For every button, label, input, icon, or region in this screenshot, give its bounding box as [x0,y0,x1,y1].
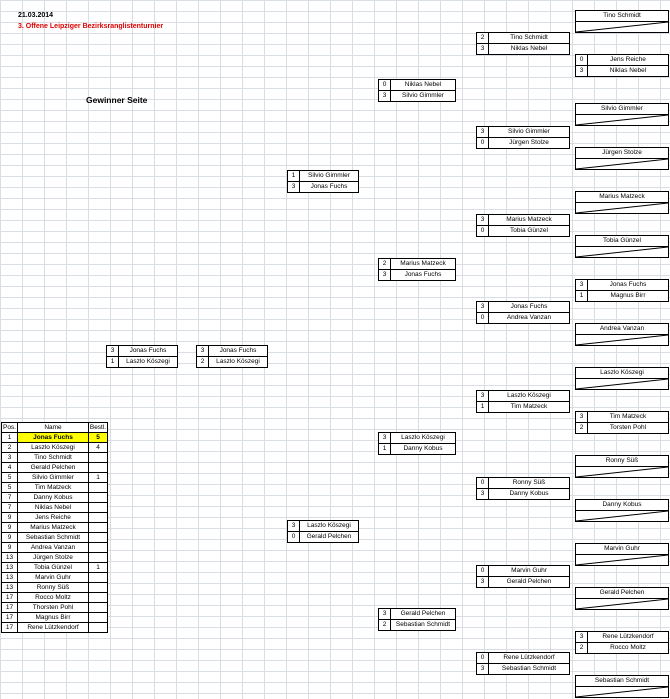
score-cell: 3 [576,632,588,642]
rank-cell: 13 [2,563,18,573]
name-cell: Tobia Günzel [18,563,89,573]
score-cell: 0 [477,138,489,148]
player-row [477,401,569,412]
score-cell: 3 [288,182,300,192]
score-cell: 0 [477,313,489,323]
rank-cell: 5 [2,483,18,493]
match-box [476,390,570,413]
best-cell [89,623,108,633]
player-row [477,312,569,323]
player-name: Gerald Pelchen [506,578,552,585]
score-cell: 1 [576,291,588,301]
player-name: Silvio Gimmler [601,105,643,112]
best-cell: 5 [89,433,108,443]
score-cell: 2 [379,259,391,269]
player-name: Jonas Fuchs [510,303,548,310]
standings-row [2,523,108,533]
bye-empty-row [576,686,668,697]
score-cell: 3 [477,215,489,225]
player-name: Jonas Fuchs [129,347,167,354]
name-cell: Niklas Nebel [18,503,89,513]
bye-box [575,587,669,610]
bye-box [575,10,669,33]
name-cell: Jürgen Stolze [18,553,89,563]
player-name: Silvio Gimmler [402,92,444,99]
score-cell: 3 [197,346,209,356]
score-cell: 1 [107,357,119,367]
header-name: Name [18,423,89,433]
player-row [477,225,569,236]
rank-cell: 17 [2,593,18,603]
player-name: Laszlo Köszegi [216,358,260,365]
player-row [379,443,455,454]
standings-row [2,453,108,463]
score-cell: 1 [379,444,391,454]
diagonal-strike [576,379,668,389]
bye-box [575,499,669,522]
best-cell: 4 [89,443,108,453]
name-cell: Silvio Gimmler [18,473,89,483]
standings-row [2,613,108,623]
match-box [575,631,669,654]
player-row [379,80,455,90]
player-row [107,346,177,356]
best-cell: 1 [89,563,108,573]
bye-empty-row [576,114,668,125]
best-cell [89,603,108,613]
standings-row [2,543,108,553]
player-name: Tim Matzeck [609,413,647,420]
score-cell: 3 [288,521,300,531]
player-name: Jonas Fuchs [219,347,257,354]
player-name: Gerald Pelchen [306,533,352,540]
standings-row [2,473,108,483]
player-name: Tobia Günzel [603,237,641,244]
player-name: Andrea Vanzan [506,314,552,321]
name-cell: Ronny Süß [18,583,89,593]
player-row [576,290,668,301]
score-cell: 3 [379,270,391,280]
standings-row [2,553,108,563]
player-name: Jonas Fuchs [609,281,647,288]
score-cell: 3 [379,609,391,619]
diagonal-strike [576,555,668,565]
bye-empty-row [576,158,668,169]
rank-cell: 7 [2,493,18,503]
final-match-box [106,345,178,368]
best-cell [89,453,108,463]
diagonal-strike [576,159,668,169]
standings-row [2,463,108,473]
match-box [378,258,456,281]
name-cell: Rocco Moltz [18,593,89,603]
best-cell [89,503,108,513]
player-name: Ronny Süß [512,479,546,486]
name-cell: Sebastian Schmidt [18,533,89,543]
name-cell: Thorsten Pohl [18,603,89,613]
score-cell: 3 [477,489,489,499]
player-name: Danny Kobus [509,490,549,497]
rank-cell: 2 [2,443,18,453]
standings-row [2,603,108,613]
player-name: Silvio Gimmler [308,172,350,179]
bye-box [575,103,669,126]
score-cell: 3 [477,127,489,137]
score-cell: 3 [477,391,489,401]
player-row [576,412,668,422]
diagonal-strike [576,599,668,609]
match-box [476,652,570,675]
player-name: Tino Schmidt [603,12,641,19]
rank-cell: 17 [2,613,18,623]
bye-empty-row [576,21,668,32]
rank-cell: 9 [2,543,18,553]
match-box [476,126,570,149]
player-row [379,433,455,443]
player-row [477,653,569,663]
player-name: Rene Lützkendorf [602,633,654,640]
standings-row [2,593,108,603]
score-cell: 0 [477,226,489,236]
diagonal-strike [576,335,668,345]
player-name: Sebastian Schmidt [395,621,451,628]
rank-cell: 9 [2,513,18,523]
standings-row [2,483,108,493]
name-cell: Marvin Guhr [18,573,89,583]
standings-table [1,422,108,633]
best-cell [89,583,108,593]
bye-empty-row [576,598,668,609]
bye-box [575,323,669,346]
player-row [197,346,267,356]
name-cell: Laszlo Köszegi [18,443,89,453]
player-name: Laszlo Köszegi [401,434,445,441]
best-cell [89,553,108,563]
player-name: Jürgen Stolze [602,149,642,156]
score-cell: 3 [107,346,119,356]
best-cell [89,613,108,623]
score-cell: 1 [288,171,300,181]
player-row [379,269,455,280]
score-cell: 3 [576,66,588,76]
player-name: Danny Kobus [602,501,642,508]
bye-box [575,455,669,478]
name-cell: Jens Reiche [18,513,89,523]
best-cell [89,573,108,583]
player-name: Marius Matzeck [400,260,446,267]
rank-cell: 13 [2,583,18,593]
match-box [476,214,570,237]
score-cell: 3 [379,433,391,443]
name-cell: Rene Lützkendorf [18,623,89,633]
player-name: Danny Kobus [403,445,443,452]
score-cell: 0 [288,532,300,542]
score-cell: 3 [477,302,489,312]
player-name: Tino Schmidt [510,34,548,41]
rank-cell: 13 [2,553,18,563]
player-name: Jonas Fuchs [310,183,348,190]
match-box [575,411,669,434]
standings-row [2,583,108,593]
bye-empty-row [576,378,668,389]
score-cell: 0 [379,80,391,90]
score-cell: 2 [379,620,391,630]
player-name: Tim Matzeck [510,403,548,410]
player-row [288,181,358,192]
player-row [288,171,358,181]
bye-box [575,191,669,214]
player-row [477,576,569,587]
standings-row [2,563,108,573]
bye-box [575,367,669,390]
standings-row [2,493,108,503]
player-row [477,566,569,576]
match-box [287,520,359,543]
name-cell: Tim Matzeck [18,483,89,493]
score-cell: 2 [576,423,588,433]
bye-empty-row [576,554,668,565]
rank-cell: 3 [2,453,18,463]
player-name: Jürgen Stolze [509,139,549,146]
player-name: Laszlo Köszegi [600,369,644,376]
player-row [477,137,569,148]
rank-cell: 5 [2,473,18,483]
bye-box [575,675,669,698]
bye-empty-row [576,334,668,345]
match-box [196,345,268,368]
player-row [477,43,569,54]
rank-cell: 17 [2,603,18,613]
standings-row [2,433,108,443]
player-row [379,609,455,619]
best-cell [89,493,108,503]
score-cell: 0 [477,653,489,663]
bye-box [575,147,669,170]
standings-row [2,573,108,583]
player-row [288,531,358,542]
bye-box [575,543,669,566]
score-cell: 0 [477,566,489,576]
score-cell: 0 [576,55,588,65]
best-cell [89,543,108,553]
player-row [477,488,569,499]
player-name: Sebastian Schmidt [501,665,557,672]
player-name: Marvin Guhr [511,567,547,574]
score-cell: 3 [477,44,489,54]
score-cell: 3 [477,577,489,587]
player-row [576,632,668,642]
rank-cell: 13 [2,573,18,583]
player-name: Rocco Moltz [610,644,646,651]
name-cell: Magnus Birr [18,613,89,623]
player-name: Sebastian Schmidt [594,677,650,684]
player-name: Andrea Vanzan [599,325,645,332]
player-name: Gerald Pelchen [599,589,645,596]
tournament-title: 3. Offene Leipziger Bezirksranglistenturnier [18,23,164,30]
score-cell: 2 [477,33,489,43]
player-row [576,65,668,76]
rank-cell: 7 [2,503,18,513]
score-cell: 0 [477,478,489,488]
player-name: Marius Matzeck [506,216,552,223]
score-cell: 3 [379,91,391,101]
player-name: Magnus Birr [610,292,646,299]
bye-empty-row [576,510,668,521]
rank-cell: 4 [2,463,18,473]
player-name: Gerald Pelchen [400,610,446,617]
player-name: Rene Lützkendorf [503,654,555,661]
tournament-date: 21.03.2014 [18,12,54,19]
best-cell [89,523,108,533]
score-cell: 3 [477,664,489,674]
player-name: Silvio Gimmler [508,128,550,135]
header-best: Bestl. [89,424,107,431]
player-name: Jens Reiche [610,56,646,63]
diagonal-strike [576,511,668,521]
match-box [378,432,456,455]
match-box [476,32,570,55]
player-row [379,259,455,269]
player-row [576,422,668,433]
score-cell: 2 [576,643,588,653]
match-box [575,279,669,302]
match-box [575,54,669,77]
player-row [477,478,569,488]
rank-cell: 17 [2,623,18,633]
diagonal-strike [576,115,668,125]
score-cell: 1 [477,402,489,412]
player-name: Tobia Günzel [510,227,548,234]
match-box [476,301,570,324]
best-cell [89,483,108,493]
player-name: Torsten Pohl [609,424,647,431]
bye-empty-row [576,202,668,213]
player-row [477,33,569,43]
diagonal-strike [576,22,668,32]
bye-empty-row [576,246,668,257]
section-title: Gewinner Seite [86,95,148,105]
player-name: Niklas Nebel [404,81,442,88]
player-name: Marvin Guhr [604,545,640,552]
score-cell: 3 [576,412,588,422]
player-row [576,55,668,65]
name-cell: Andrea Vanzan [18,543,89,553]
standings-row [2,443,108,453]
player-name: Jonas Fuchs [404,271,442,278]
score-cell: 3 [576,280,588,290]
player-row [477,391,569,401]
player-row [477,302,569,312]
name-cell: Marius Matzeck [18,523,89,533]
player-name: Ronny Süß [605,457,639,464]
best-cell: 1 [89,473,108,483]
diagonal-strike [576,203,668,213]
player-row [477,663,569,674]
standings-header-row [2,423,108,433]
player-row [107,356,177,367]
player-name: Niklas Nebel [510,45,548,52]
player-row [379,90,455,101]
bye-empty-row [576,466,668,477]
player-row [477,215,569,225]
best-cell [89,513,108,523]
best-cell [89,593,108,603]
standings-row [2,503,108,513]
match-box [476,565,570,588]
name-cell: Gerald Pelchen [18,463,89,473]
player-name: Marius Matzeck [599,193,645,200]
header-pos: Pos. [2,424,16,431]
player-name: Laszlo Köszegi [507,392,551,399]
name-cell: Tino Schmidt [18,453,89,463]
rank-cell: 1 [2,433,18,443]
player-row [379,619,455,630]
name-cell: Danny Kobus [18,493,89,503]
diagonal-strike [576,247,668,257]
diagonal-strike [576,467,668,477]
best-cell [89,463,108,473]
standings-row [2,623,108,633]
standings-row [2,513,108,523]
match-box [476,477,570,500]
player-row [576,280,668,290]
rank-cell: 9 [2,523,18,533]
player-row [288,521,358,531]
player-name: Laszlo Köszegi [307,522,351,529]
match-box [378,79,456,102]
score-cell: 2 [197,357,209,367]
best-cell [89,533,108,543]
player-row [477,127,569,137]
player-name: Laszlo Köszegi [126,358,170,365]
player-name: Niklas Nebel [609,67,647,74]
name-cell: Jonas Fuchs [18,433,89,443]
match-box [287,170,359,193]
player-row [197,356,267,367]
player-row [576,642,668,653]
match-box [378,608,456,631]
rank-cell: 9 [2,533,18,543]
diagonal-strike [576,687,668,697]
bye-box [575,235,669,258]
standings-row [2,533,108,543]
